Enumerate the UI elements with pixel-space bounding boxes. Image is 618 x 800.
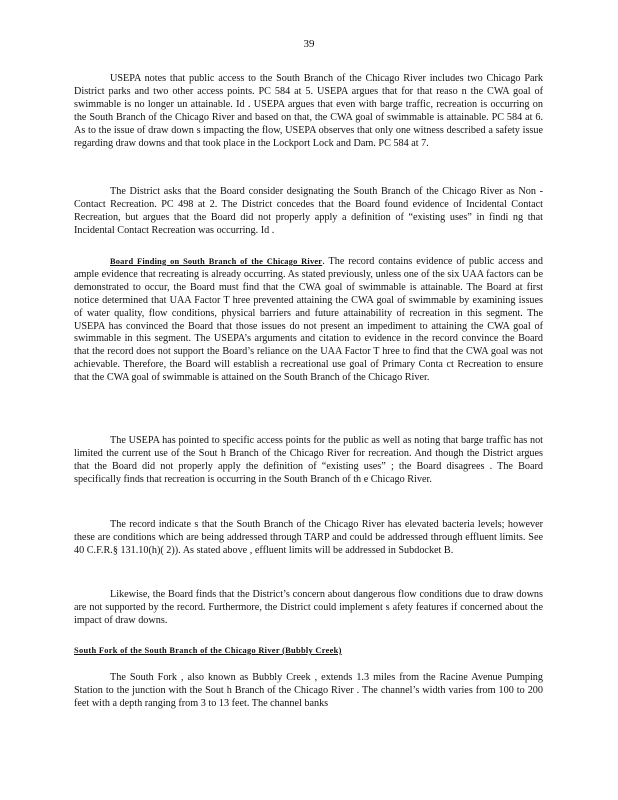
paragraph-south-fork: The South Fork , also known as Bubbly Creek , extends 1.3 miles from the Racine Avenue Pumping Station to the junction with the Sout h Branch of the Chicago River . The channel’s width varies from 100 to 200 feet with a depth ranging from 3 to 13 feet. The channel banks — [74, 672, 543, 709]
board-finding-text: . The record contains evidence of public access and ample evidence that recreating is already occurring. As stated previously, unless one of the six UAA factors can be demonstrated to occur, the Board must find that the CWA goal of swimmable is attainable. The Board at first notice determined that UAA Factor T hree prevented attaining the CWA goal of swimmable by examining issues of water quality, flow conditions, physical barriers and future attainability of recreation in this segment. The USEPA has convinced the Board that those issues do not present an impediment to attaining the CWA goal of swimmable in this segment. The USEPA’s arguments and citation to evidence in the record convince the Board that the record does not support the Board’s reliance on the UAA Factor T hree to find that the CWA goal was not achievable. Therefore, the Board will establish a recreational use goal of Primary Conta ct Recreation to ensure that the CWA goal of swimmable is attained on the South Branch of the Chicago River. — [74, 256, 543, 384]
paragraph-district-request: The District asks that the Board consider designating the South Branch of the Chicago River as Non -Contact Recreation. PC 498 at 2. The District concedes that the Board found evidence of Incidental Contact Recreation, but argues that the Board did not properly apply a definition of “existing uses” in findi ng that Incidental Contact Recreation was occurring. Id . — [74, 186, 543, 236]
paragraph-usepa-access-points: The USEPA has pointed to specific access points for the public as well as noting that barge traffic has not limited the current use of the Sout h Branch of the Chicago River for recreation. And though the District argues that the Board did not properly apply the definition of “existing uses” ; the Board disagrees . The Board specifically finds that recreation is occurring in the South Branch of th e Chicago River. — [74, 435, 543, 485]
paragraph-board-finding — [74, 256, 543, 385]
section-heading-south-fork: South Fork of the South Branch of the Chicago River (Bubbly Creek) — [74, 646, 342, 655]
page-number: 39 — [303, 38, 315, 50]
paragraph-draw-downs: Likewise, the Board finds that the District’s concern about dangerous flow conditions due to draw downs are not supported by the record. Furthermore, the District could implement s afety features if concerned about the impact of draw downs. — [74, 589, 543, 626]
paragraph-bacteria-levels: The record indicate s that the South Branch of the Chicago River has elevated bacteria levels; however these are conditions which are being addressed through TARP and could be addressed through effluent limits. See 40 C.F.R.§ 131.10(h)( 2)). As stated above , effluent limits will be addressed in Subdocket B. — [74, 519, 543, 556]
paragraph-usepa-access: USEPA notes that public access to the South Branch of the Chicago River includes two Chicago Park District parks and two other access points. PC 584 at 5. USEPA argues that for that reaso n the CWA goal of swimmable is no longer un attainable. Id . USEPA argues that even with barge traffic, recreation is occurring on the South Branch of the Chicago River and based on that, the CWA goal of swimmable is attainable. PC 584 at 6. As to the issue of draw down s impacting the flow, USEPA observes that only one witness described a safety issue regarding draw downs and that took place in the Lockport Lock and Dam. PC 584 at 7. — [74, 73, 543, 149]
board-finding-heading: Board Finding on South Branch of the Chicago River — [110, 257, 323, 266]
